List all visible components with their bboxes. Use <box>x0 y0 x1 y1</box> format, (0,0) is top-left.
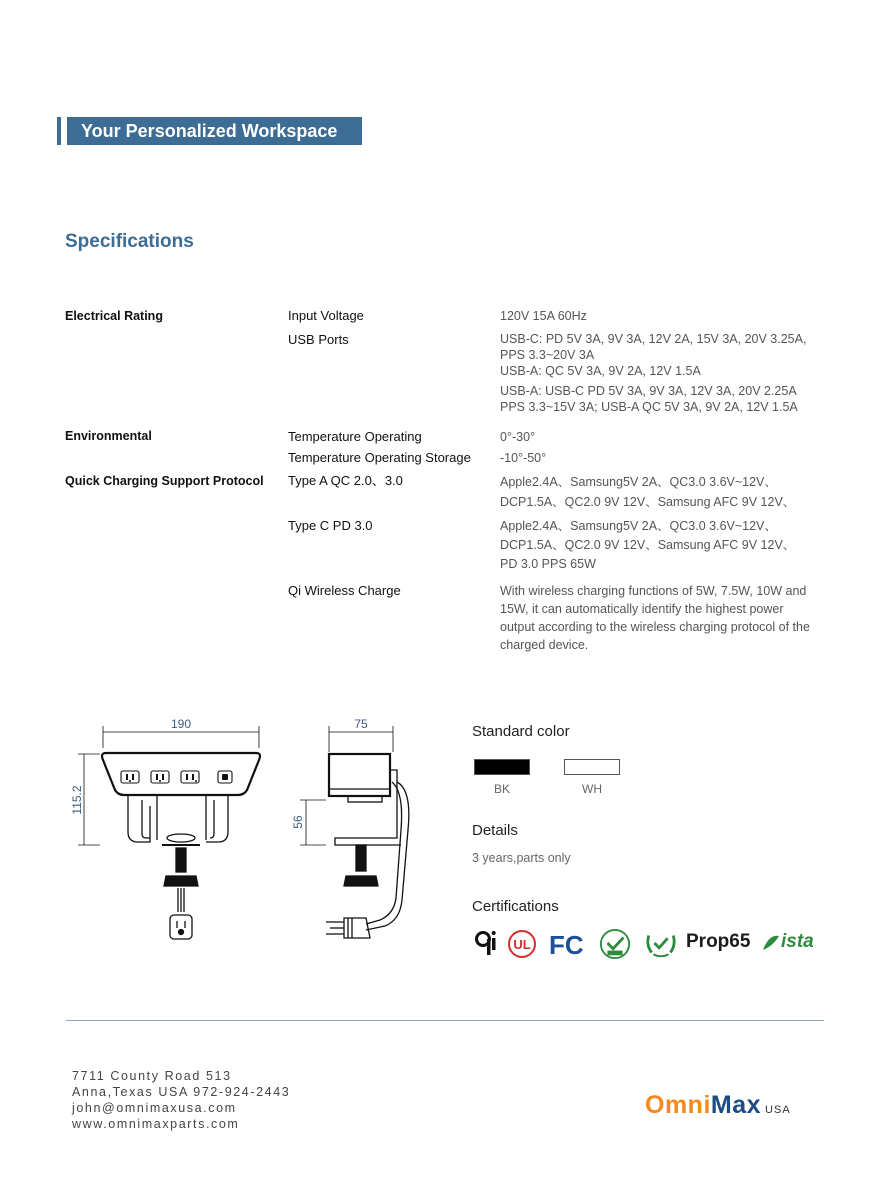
type-c-label: Type C PD 3.0 <box>288 518 373 533</box>
qi-label: Qi Wireless Charge <box>288 583 401 598</box>
side-body-shape <box>329 754 390 796</box>
fcc-icon <box>549 928 587 960</box>
category-electrical-rating: Electrical Rating <box>65 309 163 323</box>
reach-icon <box>598 928 632 960</box>
footer-divider <box>66 1020 824 1021</box>
type-c-line: PD 3.0 PPS 65W <box>500 557 596 571</box>
logo-part-omni: Omni <box>645 1091 711 1119</box>
swatch-wh <box>564 759 620 775</box>
svg-text:UL: UL <box>513 937 531 952</box>
usb-ports-line: USB-C: PD 5V 3A, 9V 3A, 12V 2A, 15V 3A, 20V 3.25A, <box>500 332 807 346</box>
usb-ports-label: USB Ports <box>288 332 349 347</box>
type-c-line: Apple2.4A、Samsung5V 2A、QC3.0 3.6V~12V、 <box>500 519 777 533</box>
temp-storage-value: -10°-50° <box>500 451 547 465</box>
swatch-wh-label: WH <box>582 782 602 796</box>
temp-operating-value: 0°-30° <box>500 430 536 444</box>
qi-line: With wireless charging functions of 5W, 7.5W, 10W and <box>500 584 807 598</box>
qi-line: 15W, it can automatically identify the highest power <box>500 602 784 616</box>
category-environmental: Environmental <box>65 429 152 443</box>
logo-part-max: Max <box>710 1091 762 1119</box>
input-voltage-value: 120V 15A 60Hz <box>500 309 587 323</box>
usb-ports-line: USB-A: QC 5V 3A, 9V 2A, 12V 1.5A <box>500 364 701 378</box>
rohs-icon <box>643 928 679 960</box>
side-height-label: 56 <box>291 815 305 829</box>
qi-value <box>500 582 810 654</box>
usb-ports-value <box>500 331 806 415</box>
type-a-value <box>500 472 795 512</box>
front-height-label: 115.2 <box>70 785 84 815</box>
omnimax-logo <box>645 1091 791 1120</box>
website-link[interactable]: www.omnimaxparts.com <box>72 1117 240 1131</box>
specifications-heading: Specifications <box>65 231 194 252</box>
category-quick-charging: Quick Charging Support Protocol <box>65 474 264 488</box>
banner-accent <box>57 117 61 145</box>
input-voltage-label: Input Voltage <box>288 308 364 323</box>
qi-line: charged device. <box>500 638 589 652</box>
contact-block <box>72 1068 290 1132</box>
certifications-heading: Certifications <box>472 898 559 915</box>
ista-icon <box>761 932 781 954</box>
qi-line: output according to the wireless charging protocol of the <box>500 620 810 634</box>
type-a-label: Type A QC 2.0、3.0 <box>288 473 403 488</box>
usb-ports-line: PPS 3.3~20V 3A <box>500 348 595 362</box>
swatch-bk <box>474 759 530 775</box>
qi-icon <box>474 928 496 960</box>
type-a-line: Apple2.4A、Samsung5V 2A、QC3.0 3.6V~12V、 <box>500 475 777 489</box>
side-width-label: 75 <box>354 717 368 731</box>
type-c-line: DCP1.5A、QC2.0 9V 12V、Samsung AFC 9V 12V、 <box>500 538 796 552</box>
usb-ports-line: USB-A: USB-C PD 5V 3A, 9V 3A, 12V 3A, 20V 2.25A <box>500 384 797 398</box>
usb-ports-line: PPS 3.3~15V 3A; USB-A QC 5V 3A, 9V 2A, 12V 1.5A <box>500 400 798 414</box>
details-heading: Details <box>472 822 518 839</box>
temp-operating-label: Temperature Operating <box>288 429 422 444</box>
ista-logo-text: ista <box>781 931 814 952</box>
temp-storage-label: Temperature Operating Storage <box>288 450 471 465</box>
type-c-value <box>500 517 795 574</box>
prop65-icon: Prop65 <box>686 931 751 952</box>
svg-text:FC: FC <box>549 930 584 960</box>
ul-icon <box>507 928 537 960</box>
type-a-line: DCP1.5A、QC2.0 9V 12V、Samsung AFC 9V 12V、 <box>500 495 796 509</box>
banner-title: Your Personalized Workspace <box>67 117 362 145</box>
email-link[interactable]: john@omnimaxusa.com <box>72 1101 237 1115</box>
details-text: 3 years,parts only <box>472 851 571 865</box>
logo-suffix: USA <box>765 1104 791 1116</box>
standard-color-heading: Standard color <box>472 723 570 740</box>
front-width-label: 190 <box>170 717 192 731</box>
address-line-2: Anna,Texas USA 972-924-2443 <box>72 1085 291 1099</box>
swatch-bk-label: BK <box>494 782 511 796</box>
product-drawing <box>60 710 420 950</box>
address-line-1: 7711 County Road 513 <box>72 1069 232 1083</box>
